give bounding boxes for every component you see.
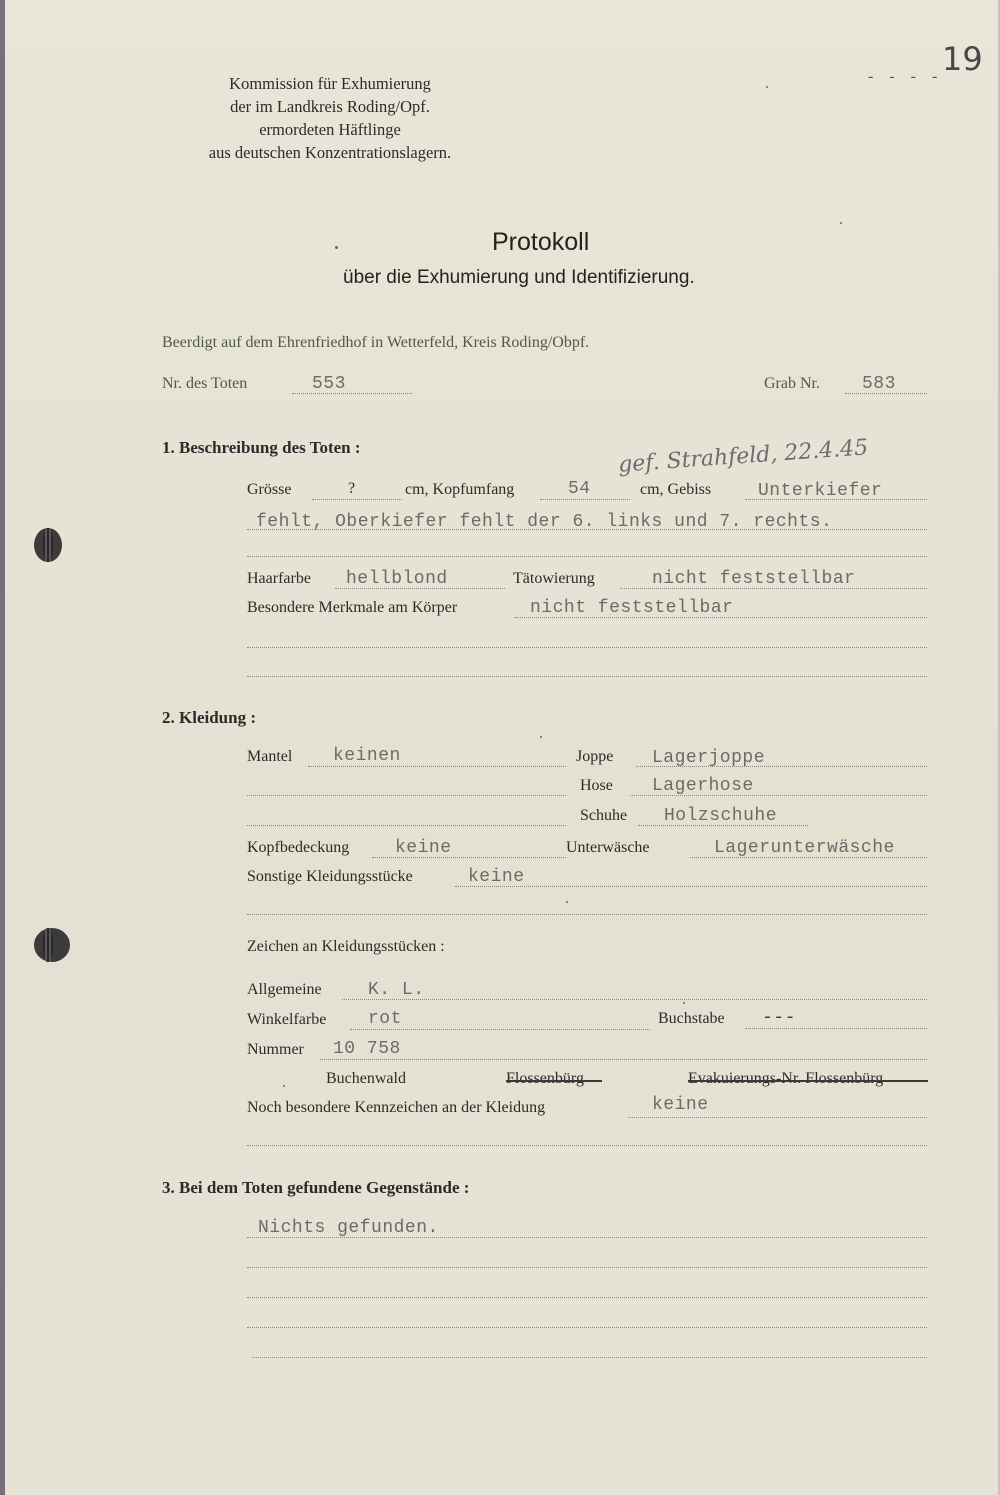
teeth-value: Unterkiefer [758, 481, 883, 501]
punch-hole [34, 528, 62, 562]
clothing-marks-heading: Zeichen an Kleidungsstücken : [247, 938, 445, 955]
dotted-line [292, 393, 412, 394]
dotted-line [247, 1237, 927, 1238]
letter-value: --- [762, 1008, 796, 1028]
hair-color-value: hellblond [346, 569, 448, 589]
document-subtitle: über die Exhumierung und Identifizierung. [343, 267, 695, 288]
dotted-line [540, 499, 630, 500]
paper-speck [683, 1002, 685, 1004]
document-title: Protokoll [492, 228, 590, 256]
jacket-label: Joppe [576, 748, 614, 765]
special-marks-label: Besondere Merkmale am Körper [247, 599, 458, 616]
pencil-marks: - - - - [868, 68, 944, 85]
camp-buchenwald: Buchenwald [326, 1070, 406, 1087]
dotted-line [308, 766, 566, 767]
dotted-line [247, 1267, 927, 1268]
other-clothing-label: Sonstige Kleidungsstücke [247, 868, 413, 885]
paper-speck [540, 736, 542, 738]
commission-header [180, 72, 480, 164]
other-clothing-value: keine [468, 867, 525, 887]
head-circumference-label: cm, Kopfumfang [405, 481, 515, 498]
paper-speck [766, 86, 768, 88]
underwear-value: Lagerunterwäsche [714, 838, 895, 858]
underwear-label: Unterwäsche [566, 839, 650, 856]
number-label: Nummer [247, 1041, 304, 1058]
dotted-line [350, 1029, 650, 1030]
section2-heading: 2. Kleidung : [162, 708, 256, 727]
trousers-label: Hose [580, 777, 613, 794]
dotted-line [320, 1059, 927, 1060]
triangle-color-label: Winkelfarbe [247, 1011, 327, 1028]
general-marks-label: Allgemeine [247, 981, 322, 998]
dotted-line [342, 999, 927, 1000]
dotted-line [628, 1117, 927, 1118]
coat-label: Mantel [247, 748, 293, 765]
jacket-value: Lagerjoppe [652, 748, 766, 768]
dotted-line [455, 886, 927, 887]
tattoo-label: Tätowierung [513, 570, 595, 587]
dead-number-label: Nr. des Toten [162, 375, 248, 392]
teeth-label: cm, Gebiss [640, 481, 712, 498]
dotted-line [247, 825, 566, 826]
number-value: 10 758 [333, 1039, 401, 1059]
strikethrough [506, 1080, 602, 1082]
dotted-line [247, 914, 927, 915]
shoes-value: Holzschuhe [664, 806, 778, 826]
special-marks-value: nicht feststellbar [530, 598, 734, 618]
dotted-line [745, 1028, 927, 1029]
section1-heading: 1. Beschreibung des Toten : [162, 438, 361, 457]
tattoo-value: nicht feststellbar [652, 569, 856, 589]
paper-speck [283, 1085, 285, 1087]
burial-location: Beerdigt auf dem Ehrenfriedhof in Wetterfeld, Kreis Roding/Obpf. [162, 334, 590, 351]
header-line: ermordeten Häftlinge [259, 120, 401, 139]
dead-number-value: 553 [312, 374, 346, 394]
strikethrough [688, 1080, 928, 1082]
dotted-line [247, 676, 927, 677]
head-circumference-value: 54 [568, 479, 591, 499]
header-line: aus deutschen Konzentrationslagern. [208, 143, 452, 162]
dotted-line [247, 1297, 927, 1298]
grave-number-label: Grab Nr. [764, 375, 820, 392]
headwear-label: Kopfbedeckung [247, 839, 350, 856]
coat-value: keinen [333, 746, 401, 766]
page-edge [0, 0, 5, 1495]
shoes-label: Schuhe [580, 807, 628, 824]
trousers-value: Lagerhose [652, 776, 754, 796]
hair-color-label: Haarfarbe [247, 570, 311, 587]
teeth-value-continued: fehlt, Oberkiefer fehlt der 6. links und 7. rechts. [256, 512, 833, 532]
letter-label: Buchstabe [658, 1010, 725, 1027]
dotted-line [247, 1327, 927, 1328]
paper-speck [840, 222, 842, 224]
camp-flossenbuerg: Flossenbürg [506, 1070, 584, 1087]
evacuation-number: Evakuierungs-Nr. Flossenbürg [688, 1070, 884, 1087]
triangle-color-value: rot [368, 1009, 402, 1029]
page-number: 19 [942, 40, 983, 78]
special-clothing-marks-label: Noch besondere Kennzeichen an der Kleidung [247, 1099, 546, 1116]
headwear-value: keine [395, 838, 452, 858]
paper-speck [335, 246, 338, 249]
paper-speck [566, 901, 568, 903]
handwritten-note: gef. Strahfeld, 22.4.45 [617, 435, 869, 478]
dotted-line [252, 1357, 927, 1358]
dotted-line [247, 556, 927, 557]
grave-number-value: 583 [862, 374, 896, 394]
dotted-line [247, 795, 566, 796]
section3-heading: 3. Bei dem Toten gefundene Gegenstände : [162, 1178, 470, 1197]
header-line: der im Landkreis Roding/Opf. [230, 97, 430, 116]
header-line: Kommission für Exhumierung [229, 74, 431, 93]
dotted-line [247, 647, 927, 648]
general-marks-value: K. L. [368, 980, 425, 1000]
special-clothing-marks-value: keine [652, 1095, 709, 1115]
found-items-value: Nichts gefunden. [258, 1218, 439, 1238]
punch-hole [34, 928, 70, 962]
size-label: Grösse [247, 481, 292, 498]
dotted-line [312, 499, 402, 500]
size-value: ? [348, 480, 356, 497]
dotted-line [247, 1145, 927, 1146]
